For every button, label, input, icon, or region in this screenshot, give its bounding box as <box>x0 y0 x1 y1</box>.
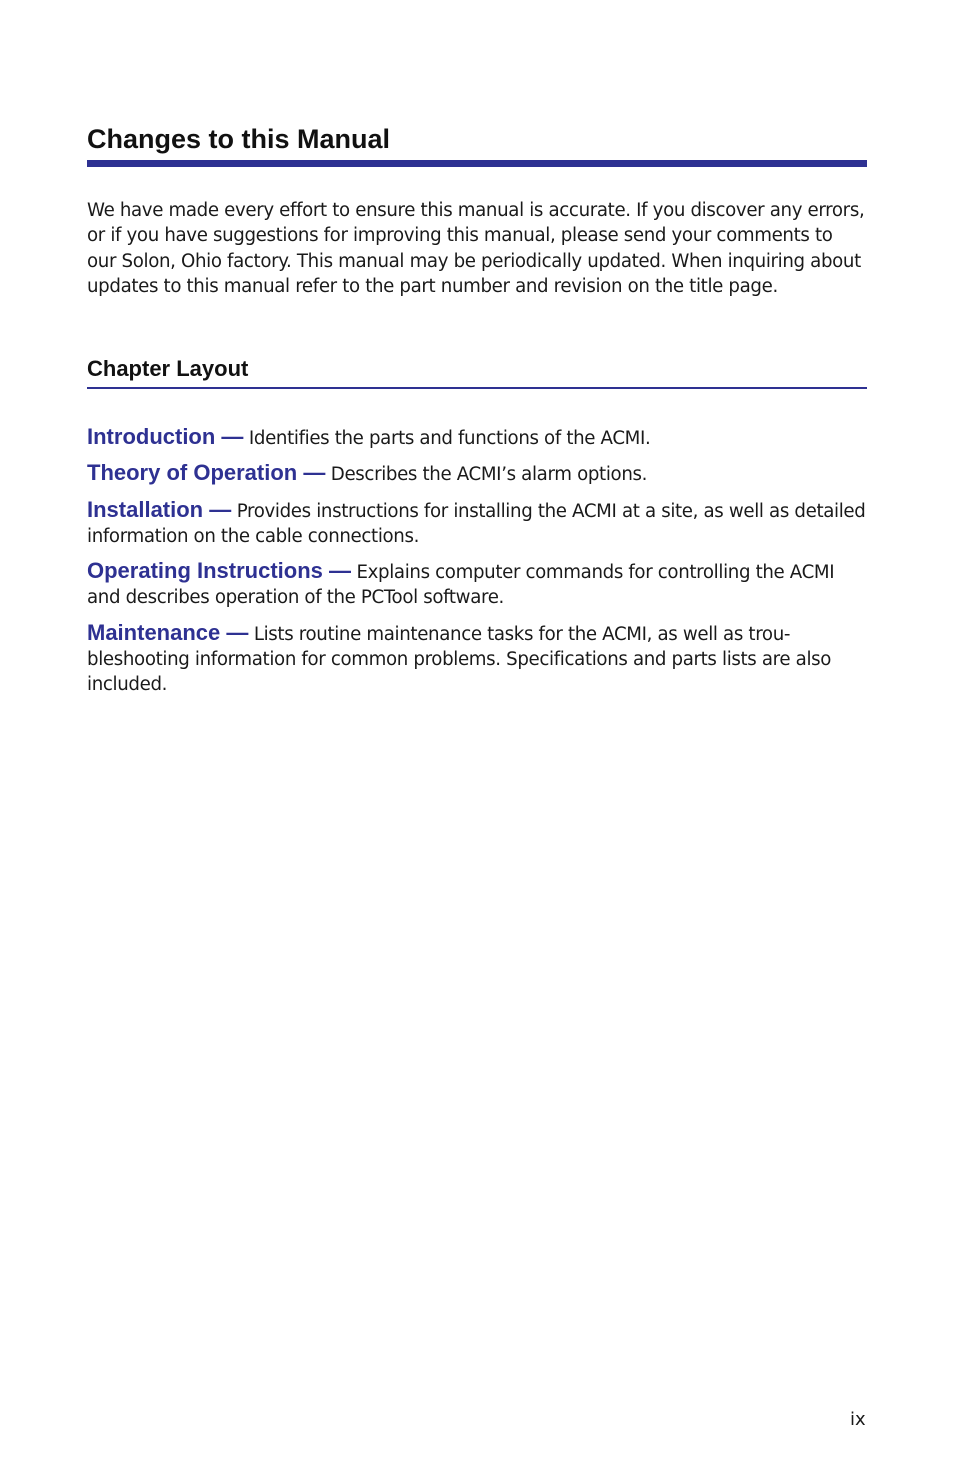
intro-paragraph: We have made every effort to ensure this manual is accurate. If you discover any errors, or if you have suggestions for improving this manual, please send your comments to our Solon, Ohio factory. This manual may be periodically updated. When inquiring about updates to this manual refer to the part number and revision on the title page. <box>87 200 865 297</box>
chapter-term: Installation — <box>87 496 232 522</box>
section-title-rule <box>87 160 867 167</box>
chapter-term: Maintenance — <box>87 619 249 645</box>
chapter-description: Identifies the parts and functions of the ACMI. <box>248 428 651 449</box>
chapter-list <box>87 424 867 707</box>
chapter-term: Theory of Operation — <box>87 460 326 486</box>
chapter-description: Provides instructions for installing the ACMI at a site, as well as detailed information on the cable connections. <box>87 500 866 547</box>
section-title: Changes to this Manual <box>87 124 391 154</box>
chapter-description: Describes the ACMI’s alarm options. <box>330 464 648 486</box>
chapter-description: Explains computer commands for controlling the ACMI and describes operation of the PCTool software. <box>87 562 835 609</box>
chapter-entry-maintenance <box>87 620 867 698</box>
chapter-term: Operating Instructions — <box>87 558 352 584</box>
chapter-term: Introduction — <box>87 424 244 449</box>
page-number: ix <box>850 1409 866 1430</box>
chapter-entry-theory-of-operation <box>87 460 867 487</box>
chapter-layout-rule <box>87 387 867 389</box>
chapter-entry-installation <box>87 497 867 550</box>
chapter-description: Lists routine maintenance tasks for the ACMI, as well as troubleshooting information for common problems. Specifications and parts lists are also included. <box>87 623 832 696</box>
chapter-layout-heading: Chapter Layout <box>87 356 249 381</box>
chapter-entry-introduction <box>87 424 867 451</box>
chapter-entry-operating-instructions <box>87 558 867 611</box>
